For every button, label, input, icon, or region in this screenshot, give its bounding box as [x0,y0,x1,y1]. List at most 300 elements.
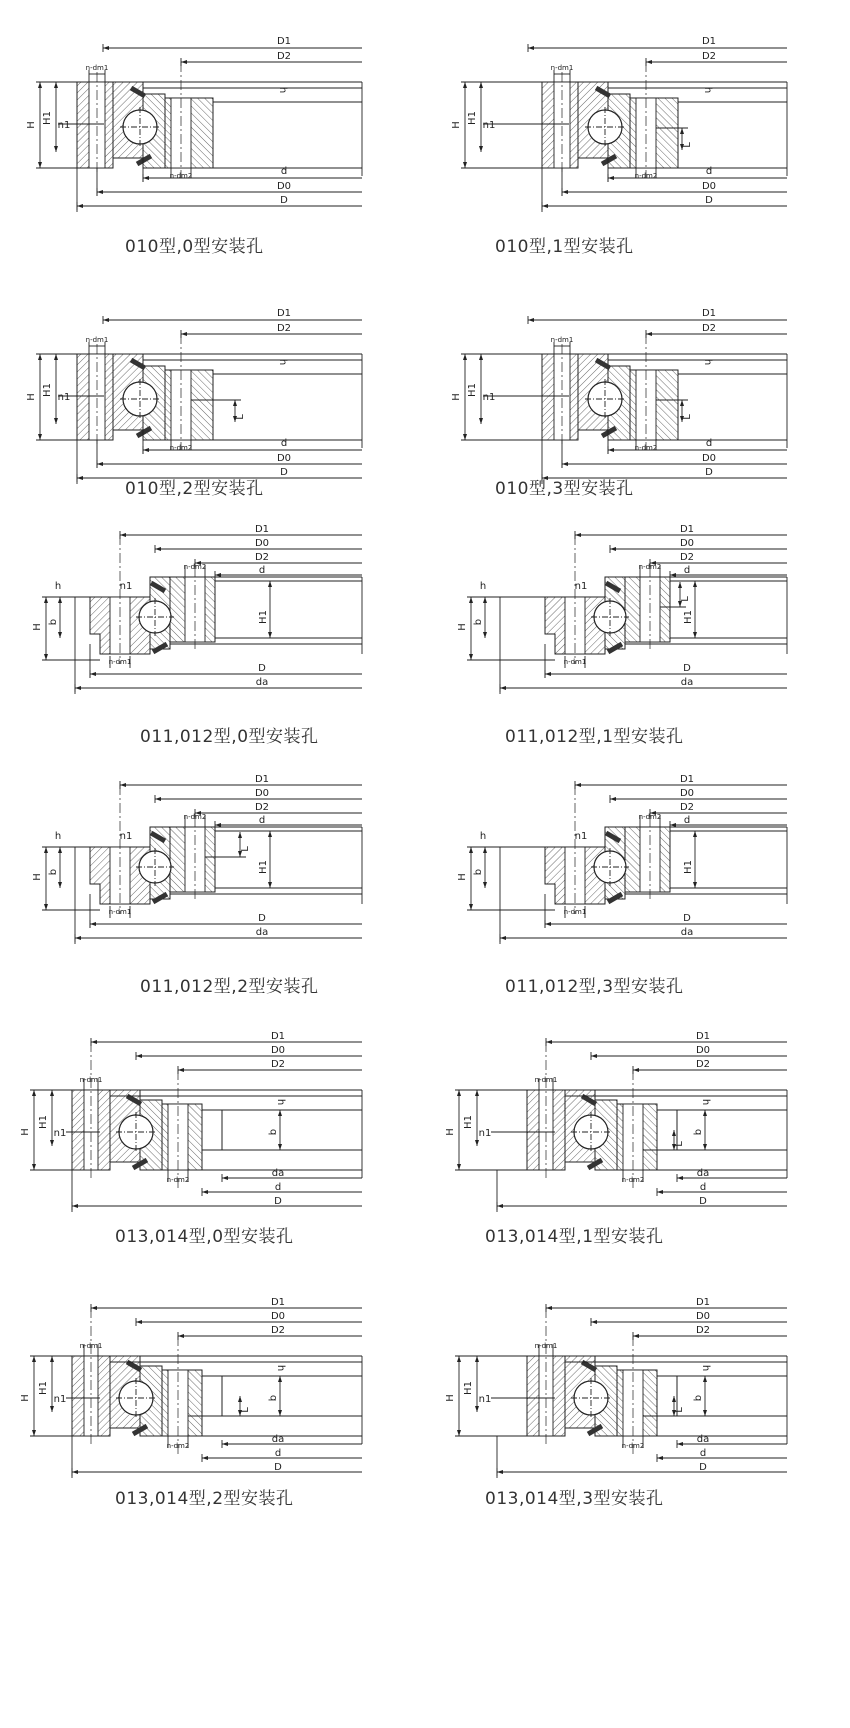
dimension-arrow [457,1090,461,1096]
dimension-label: D2 [254,552,270,563]
dimension-label: d [274,1448,282,1459]
dimension-arrow [469,904,473,910]
dimension-arrow [610,547,616,551]
label-h: h [54,831,62,842]
dimension-label: D0 [701,181,717,192]
dimension-label: D2 [701,323,717,334]
dimension-arrow [483,597,487,603]
label-n1: n1 [574,831,588,842]
panel-caption: 011,012型,1型安装孔 [505,727,684,747]
dimension-arrow [181,60,187,64]
dimension-arrow [233,400,237,406]
label-h: h [702,86,713,94]
panel-caption: 011,012型,3型安装孔 [505,977,684,997]
diagram-panel [425,772,850,1054]
dimension-arrow [268,581,272,587]
dimension-arrow [591,1054,597,1058]
label-h: h [700,1364,711,1372]
dimension-label: d [705,438,713,449]
label-L: L [674,1407,685,1413]
dimension-arrow [677,1442,683,1446]
dimension-label: D2 [270,1325,286,1336]
cross-section [32,774,362,944]
dimension-arrow [457,1356,461,1362]
bearing-section-drawing [425,772,850,1004]
panel-caption: 013,014型,3型安装孔 [485,1489,664,1509]
label-H: H [451,393,462,401]
diagram-panel [0,1030,425,1312]
label-H: H [32,873,43,881]
dimension-arrow [72,1204,78,1208]
dimension-arrow [155,797,161,801]
dimension-label: D [274,1196,282,1207]
label-L: L [240,1407,251,1413]
diagram-panel [425,522,850,804]
dimension-arrow [44,847,48,853]
dimension-label: D1 [679,774,695,785]
cross-section [451,36,787,212]
dimension-label: da [255,677,269,688]
label-H1: H1 [467,383,478,397]
panel-caption: 010型,1型安装孔 [495,237,634,257]
label-H: H [451,121,462,129]
label-H: H [445,1394,456,1402]
dimension-arrow [497,1470,503,1474]
dimension-label: D1 [701,308,717,319]
bearing-section-drawing [0,0,425,232]
label-n1: n1 [57,392,71,403]
label-b: b [268,1394,279,1402]
dimension-label: da [271,1168,285,1179]
label-h: h [275,1098,286,1106]
diagram-panel [425,1030,850,1312]
label-H: H [26,393,37,401]
dimension-label: D [274,1462,282,1473]
dimension-label: D2 [254,802,270,813]
label-h: h [54,581,62,592]
label-H1: H1 [683,610,694,624]
label-n-dm2: n-dm2 [169,172,193,180]
cross-section [457,524,787,694]
dimension-arrow [680,128,684,134]
diagram-panel [0,272,425,554]
dimension-label: D2 [276,51,292,62]
dimension-arrow [483,847,487,853]
panel-caption: 010型,3型安装孔 [495,479,634,499]
dimension-arrow [608,448,614,452]
dimension-label: D [705,195,713,206]
dimension-arrow [75,936,81,940]
label-h: h [479,581,487,592]
dimension-arrow [475,1090,479,1096]
dimension-arrow [703,1110,707,1116]
bearing-section-drawing [0,522,425,754]
dimension-label: D0 [276,453,292,464]
label-H: H [32,623,43,631]
dimension-label: D1 [679,524,695,535]
label-n-dm2: n-dm2 [638,563,662,571]
dimension-arrow [54,146,58,152]
label-n1: n1 [119,831,133,842]
label-n1: n1 [119,581,133,592]
label-h: h [700,1098,711,1106]
label-L: L [682,414,693,420]
dimension-arrow [58,882,62,888]
dimension-arrow [136,1054,142,1058]
dimension-arrow [670,823,676,827]
dimension-arrow [77,476,83,480]
dimension-arrow [54,82,58,88]
dimension-label: D [705,467,713,478]
cross-section [445,1297,787,1478]
dimension-label: D1 [695,1031,711,1042]
label-H1: H1 [42,383,53,397]
dimension-arrow [633,1068,639,1072]
dimension-arrow [278,1110,282,1116]
dimension-arrow [178,1068,184,1072]
dimension-arrow [155,547,161,551]
label-n-dm2: n-dm2 [169,444,193,452]
label-n1: n1 [57,120,71,131]
cross-section [445,1031,787,1212]
label-L: L [240,846,251,852]
dimension-arrow [278,1376,282,1382]
dimension-arrow [97,462,103,466]
dimension-arrow [497,1204,503,1208]
dimension-arrow [32,1164,36,1170]
dimension-arrow [469,654,473,660]
dimension-label: d [699,1182,707,1193]
dimension-label: D1 [254,524,270,535]
dimension-arrow [32,1356,36,1362]
dimension-arrow [483,882,487,888]
bearing-section-drawing [425,272,850,504]
dimension-label: D2 [701,51,717,62]
dimension-label: D2 [695,1325,711,1336]
cross-section [26,308,362,484]
label-n-dm2: n-dm2 [634,444,658,452]
dimension-label: D1 [276,308,292,319]
dimension-arrow [546,1306,552,1310]
dimension-arrow [546,1040,552,1044]
label-b: b [48,618,59,626]
dimension-label: D [258,913,266,924]
dimension-label: da [696,1168,710,1179]
dimension-arrow [463,354,467,360]
panel-caption: 013,014型,0型安装孔 [115,1227,294,1247]
bearing-section-drawing [0,272,425,504]
label-n-dm2: n-dm2 [634,172,658,180]
label-b: b [693,1128,704,1136]
label-n1: n1 [478,1128,492,1139]
label-H1: H1 [258,860,269,874]
dimension-arrow [479,146,483,152]
label-n-dm1: n-dm1 [85,336,109,344]
dimension-label: D0 [679,788,695,799]
dimension-arrow [703,1410,707,1416]
dimension-arrow [91,1040,97,1044]
dimension-label: D1 [270,1297,286,1308]
dimension-arrow [50,1090,54,1096]
label-n-dm1: n-dm1 [534,1076,558,1084]
dimension-label: D1 [701,36,717,47]
dimension-arrow [136,1320,142,1324]
dimension-label: d [274,1182,282,1193]
label-h: h [275,1364,286,1372]
dimension-arrow [562,190,568,194]
cross-section [457,774,787,944]
label-n-dm1: n-dm1 [550,336,574,344]
dimension-arrow [469,597,473,603]
cross-section [26,36,362,212]
panel-caption: 013,014型,2型安装孔 [115,1489,294,1509]
dimension-label: D0 [679,538,695,549]
dimension-arrow [479,82,483,88]
dimension-arrow [222,1176,228,1180]
dimension-arrow [238,832,242,838]
label-n-dm2: n-dm2 [621,1176,645,1184]
label-H: H [445,1128,456,1136]
label-n-dm1: n-dm1 [108,658,132,666]
label-H1: H1 [42,111,53,125]
dimension-arrow [528,318,534,322]
dimension-arrow [677,1176,683,1180]
dimension-arrow [457,1430,461,1436]
label-H1: H1 [683,860,694,874]
dimension-arrow [670,573,676,577]
dimension-arrow [58,632,62,638]
dimension-arrow [90,922,96,926]
dimension-arrow [633,1334,639,1338]
dimension-label: D2 [276,323,292,334]
dimension-arrow [75,686,81,690]
dimension-label: D [280,467,288,478]
dimension-arrow [562,462,568,466]
dimension-arrow [678,582,682,588]
dimension-arrow [693,882,697,888]
dimension-arrow [278,1144,282,1150]
label-H1: H1 [38,1381,49,1395]
dimension-arrow [50,1140,54,1146]
bearing-section-drawing [425,522,850,754]
label-n-dm2: n-dm2 [166,1442,190,1450]
dimension-label: d [705,166,713,177]
dimension-arrow [32,1090,36,1096]
dimension-label: D [699,1196,707,1207]
dimension-arrow [657,1190,663,1194]
panel-caption: 010型,0型安装孔 [125,237,264,257]
label-b: b [473,618,484,626]
dimension-arrow [268,882,272,888]
dimension-arrow [38,434,42,440]
label-n-dm2: n-dm2 [183,563,207,571]
dimension-arrow [90,672,96,676]
label-b: b [693,1394,704,1402]
cross-section [32,524,362,694]
label-L: L [680,596,691,602]
dimension-arrow [463,82,467,88]
diagram-panel [0,1296,425,1578]
cross-section [451,308,787,484]
dimension-arrow [693,831,697,837]
diagram-panel [425,272,850,554]
label-H1: H1 [463,1115,474,1129]
dimension-label: D0 [270,1311,286,1322]
diagram-panel [0,772,425,1054]
dimension-label: D1 [276,36,292,47]
dimension-arrow [693,581,697,587]
dimension-arrow [703,1376,707,1382]
dimension-label: D2 [270,1059,286,1070]
label-H1: H1 [258,610,269,624]
dimension-arrow [77,204,83,208]
dimension-arrow [483,632,487,638]
dimension-arrow [680,400,684,406]
dimension-arrow [54,418,58,424]
dimension-label: D [258,663,266,674]
dimension-arrow [545,672,551,676]
label-n1: n1 [478,1394,492,1405]
dimension-label: D0 [701,453,717,464]
dimension-arrow [120,783,126,787]
dimension-label: d [280,438,288,449]
dimension-arrow [32,1430,36,1436]
dimension-arrow [500,936,506,940]
dimension-label: da [680,677,694,688]
dimension-arrow [672,1130,676,1136]
label-L: L [674,1141,685,1147]
dimension-arrow [50,1356,54,1362]
label-n-dm1: n-dm1 [563,658,587,666]
dimension-arrow [610,797,616,801]
dimension-arrow [97,190,103,194]
dimension-label: d [683,565,691,576]
dimension-label: d [699,1448,707,1459]
dimension-arrow [143,448,149,452]
label-H: H [457,873,468,881]
dimension-label: d [258,815,266,826]
dimension-arrow [575,533,581,537]
label-h: h [277,358,288,366]
dimension-arrow [181,332,187,336]
label-n-dm2: n-dm2 [638,813,662,821]
dimension-arrow [72,1470,78,1474]
dimension-arrow [38,162,42,168]
dimension-label: D0 [254,538,270,549]
dimension-arrow [457,1164,461,1170]
label-n1: n1 [53,1128,67,1139]
gear-tooth [202,1376,222,1416]
panel-caption: 011,012型,2型安装孔 [140,977,319,997]
dimension-arrow [608,176,614,180]
dimension-arrow [178,1334,184,1338]
label-n-dm2: n-dm2 [621,1442,645,1450]
dimension-arrow [646,332,652,336]
panel-caption: 011,012型,0型安装孔 [140,727,319,747]
label-H: H [26,121,37,129]
dimension-arrow [215,823,221,827]
bearing-section-drawing [0,772,425,1004]
dimension-arrow [58,847,62,853]
label-n-dm1: n-dm1 [550,64,574,72]
dimension-arrow [120,533,126,537]
dimension-arrow [479,418,483,424]
label-b: b [48,868,59,876]
dimension-arrow [657,1456,663,1460]
dimension-label: da [696,1434,710,1445]
dimension-arrow [202,1456,208,1460]
dimension-label: D0 [695,1045,711,1056]
dimension-label: D1 [695,1297,711,1308]
label-H: H [20,1394,31,1402]
cross-section [20,1031,362,1212]
label-n-dm1: n-dm1 [85,64,109,72]
label-H1: H1 [463,1381,474,1395]
dimension-arrow [268,632,272,638]
dimension-label: D2 [679,552,695,563]
dimension-arrow [50,1406,54,1412]
dimension-label: D0 [254,788,270,799]
dimension-label: D [699,1462,707,1473]
dimension-arrow [500,686,506,690]
cross-section [20,1297,362,1478]
dimension-arrow [44,597,48,603]
bearing-section-drawing [425,0,850,232]
label-n-dm1: n-dm1 [79,1076,103,1084]
label-n1: n1 [482,392,496,403]
dimension-arrow [202,1190,208,1194]
dimension-arrow [545,922,551,926]
dimension-label: D0 [270,1045,286,1056]
dimension-arrow [542,204,548,208]
dimension-arrow [469,847,473,853]
label-n-dm1: n-dm1 [108,908,132,916]
dimension-arrow [463,434,467,440]
label-n1: n1 [574,581,588,592]
label-n-dm2: n-dm2 [183,813,207,821]
label-n-dm1: n-dm1 [79,1342,103,1350]
dimension-label: D0 [695,1311,711,1322]
dimension-arrow [58,597,62,603]
dimension-arrow [646,60,652,64]
dimension-arrow [479,354,483,360]
dimension-label: D0 [276,181,292,192]
label-h: h [702,358,713,366]
label-n-dm1: n-dm1 [534,1342,558,1350]
dimension-arrow [222,1442,228,1446]
dimension-label: D1 [270,1031,286,1042]
dimension-arrow [278,1410,282,1416]
dimension-label: D1 [254,774,270,785]
dimension-label: d [258,565,266,576]
dimension-arrow [44,904,48,910]
label-n-dm2: n-dm2 [166,1176,190,1184]
label-n1: n1 [482,120,496,131]
label-H1: H1 [38,1115,49,1129]
dimension-arrow [475,1356,479,1362]
label-h: h [277,86,288,94]
dimension-arrow [54,354,58,360]
dimension-arrow [91,1306,97,1310]
dimension-arrow [143,176,149,180]
label-H: H [20,1128,31,1136]
dimension-arrow [591,1320,597,1324]
panel-caption: 010型,2型安装孔 [125,479,264,499]
dimension-label: d [280,166,288,177]
dimension-label: D [280,195,288,206]
label-b: b [268,1128,279,1136]
dimension-arrow [693,632,697,638]
